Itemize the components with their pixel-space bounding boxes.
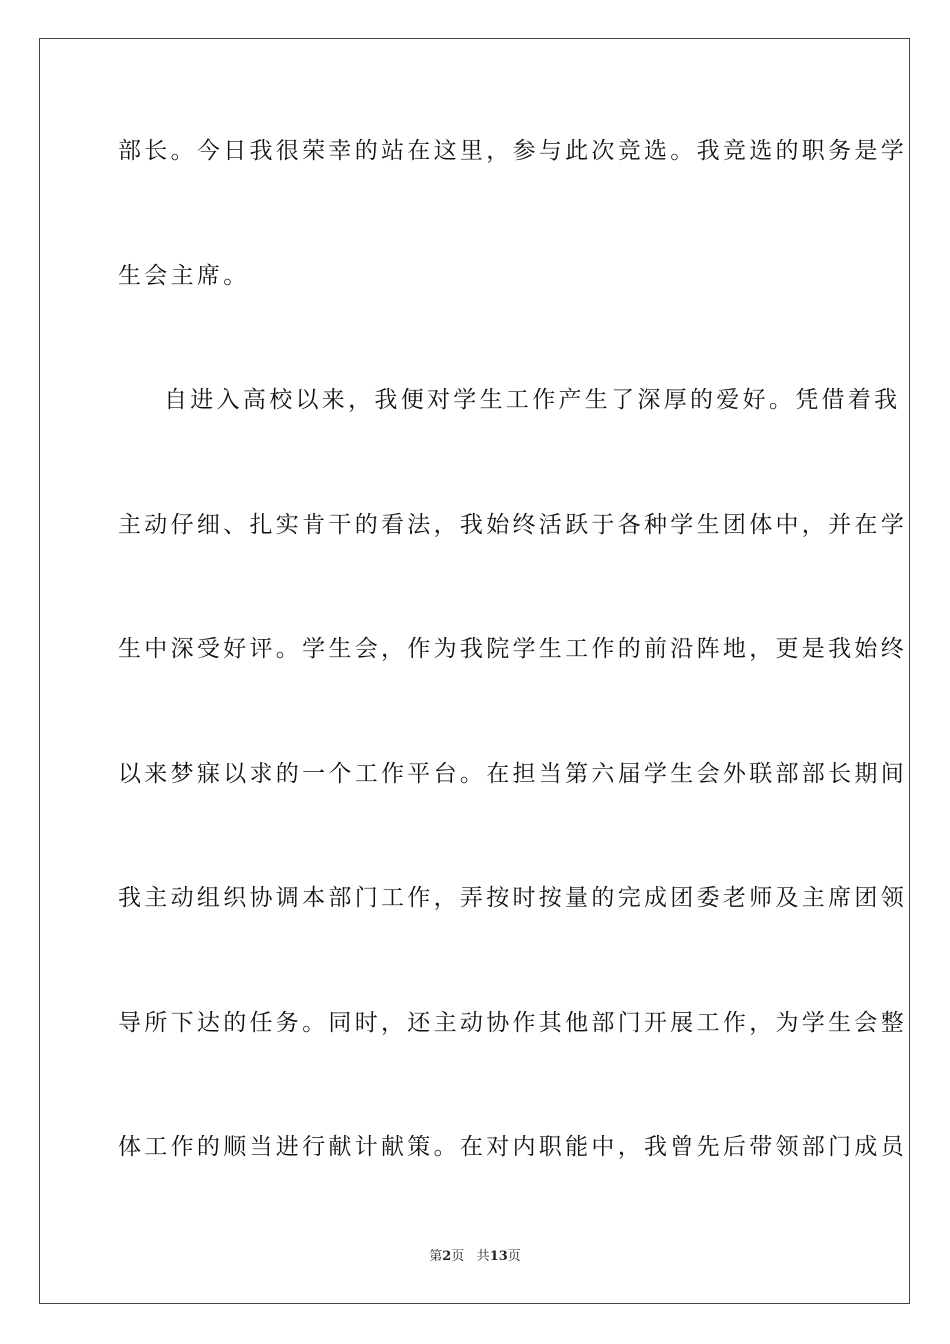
page-suffix: 页 xyxy=(451,1249,465,1264)
body-line-8: 导所下达的任务。同时，还主动协作其他部门开展工作，为学生会整 xyxy=(118,1010,907,1036)
page-number: 2 xyxy=(442,1249,452,1264)
total-prefix: 共 xyxy=(476,1249,490,1264)
total-pages: 13 xyxy=(489,1249,508,1264)
paragraph-first-line: 自进入高校以来，我便对学生工作产生了深厚的爱好。凭借着我 xyxy=(164,387,901,413)
body-line-7: 我主动组织协调本部门工作，弄按时按量的完成团委老师及主席团领 xyxy=(118,885,907,911)
page-prefix: 第 xyxy=(429,1249,443,1264)
body-line-1: 部长。今日我很荣幸的站在这里，参与此次竞选。我竞选的职务是学 xyxy=(118,138,907,164)
body-line-6: 以来梦寐以求的一个工作平台。在担当第六届学生会外联部部长期间 xyxy=(118,761,907,787)
body-line-9: 体工作的顺当进行献计献策。在对内职能中，我曾先后带领部门成员 xyxy=(118,1134,907,1160)
body-line-2: 生会主席。 xyxy=(118,263,250,289)
body-line-5: 生中深受好评。学生会，作为我院学生工作的前沿阵地，更是我始终 xyxy=(118,636,907,662)
total-suffix: 页 xyxy=(507,1249,521,1264)
page-border xyxy=(39,38,910,1304)
body-line-4: 主动仔细、扎实肯干的看法，我始终活跃于各种学生团体中，并在学 xyxy=(118,512,907,538)
page-footer xyxy=(0,1248,950,1266)
